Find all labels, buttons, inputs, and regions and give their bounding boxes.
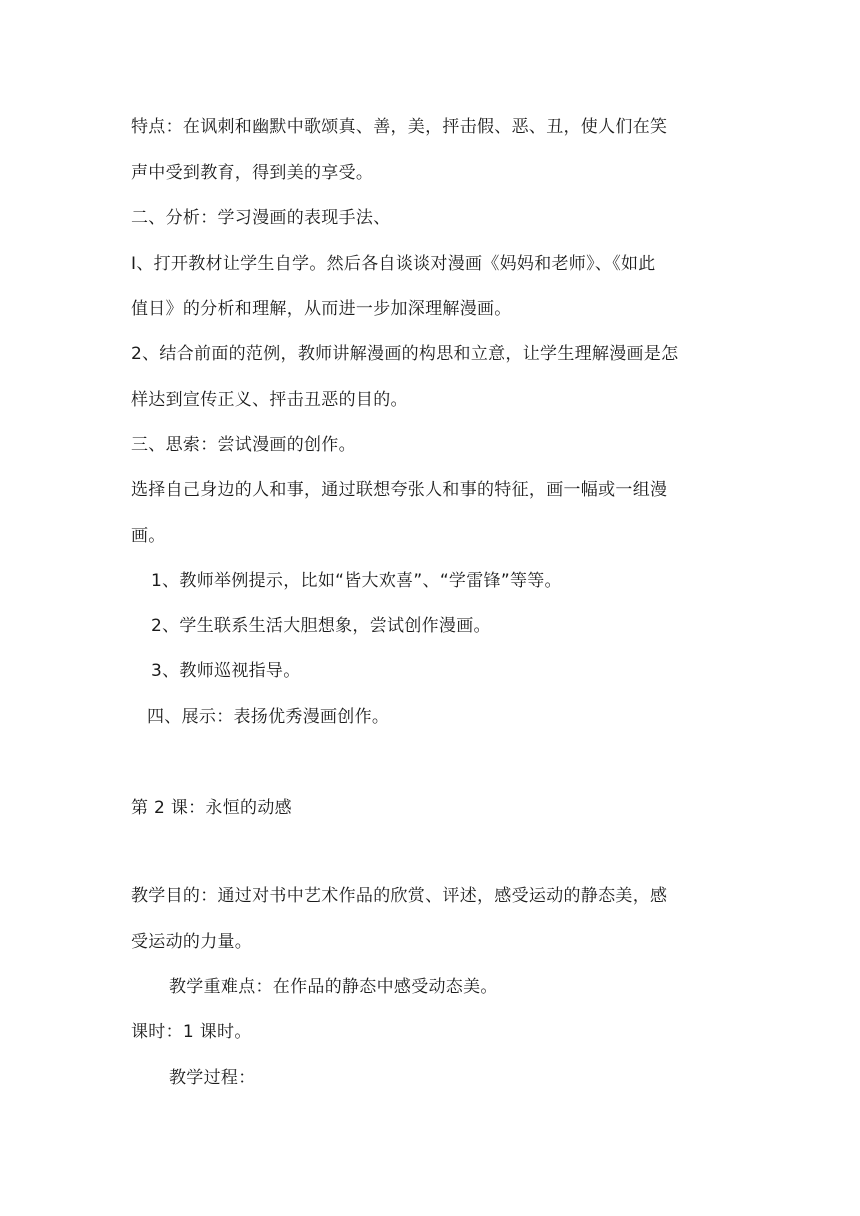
paragraph-choose-cont: 画。: [131, 526, 166, 546]
paragraph-choose: 选择自己身边的人和事，通过联想夸张人和事的特征，画一幅或一组漫: [131, 480, 668, 500]
paragraph-step-1: I、打开教材让学生自学。然后各自谈谈对漫画《妈妈和老师》、《如此: [131, 254, 656, 274]
paragraph-teaching-goal-cont: 受运动的力量。: [131, 932, 253, 952]
heading-think: 三、思索：尝试漫画的创作。: [131, 435, 356, 455]
heading-display: 四、展示：表扬优秀漫画创作。: [147, 707, 390, 727]
heading-analysis: 二、分析：学习漫画的表现手法、: [131, 208, 391, 228]
list-item-1: 1、教师举例提示，比如“皆大欢喜”、“学雷锋”等等。: [151, 571, 562, 591]
list-item-2: 2、学生联系生活大胆想象，尝试创作漫画。: [151, 616, 491, 636]
paragraph-class-hours: 课时：1 课时。: [131, 1022, 252, 1042]
paragraph-key-points: 教学重难点：在作品的静态中感受动态美。: [169, 977, 498, 997]
paragraph-teaching-goal: 教学目的：通过对书中艺术作品的欣赏、评述，感受运动的静态美，感: [131, 886, 668, 906]
paragraph-step-2: 2、结合前面的范例，教师讲解漫画的构思和立意，让学生理解漫画是怎: [131, 344, 679, 364]
list-item-3: 3、教师巡视指导。: [151, 661, 301, 681]
paragraph-features-cont: 声中受到教育，得到美的享受。: [131, 163, 374, 183]
paragraph-features: 特点：在讽刺和幽默中歌颂真、善，美，抨击假、恶、丑，使人们在笑: [131, 117, 668, 137]
paragraph-step-2-cont: 样达到宣传正义、抨击丑恶的目的。: [131, 390, 408, 410]
paragraph-teaching-process: 教学过程：: [169, 1068, 256, 1088]
paragraph-step-1-cont: 值日》的分析和理解，从而进一步加深理解漫画。: [131, 299, 512, 319]
lesson-title: 第 2 课：永恒的动感: [131, 798, 292, 818]
